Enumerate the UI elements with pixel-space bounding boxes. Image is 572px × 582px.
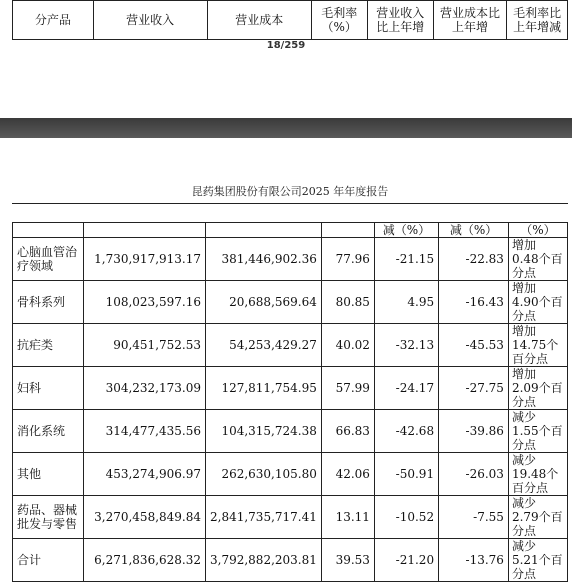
product-revenue-table: [12, 222, 568, 582]
cost-change-value: -27.75: [439, 367, 509, 410]
cost-change-value: -22.83: [439, 238, 509, 281]
product-name: 心脑血管治疗领域: [13, 238, 84, 281]
product-name: 其他: [13, 453, 84, 496]
revenue-change-value: 4.95: [374, 281, 438, 324]
cost-change-value: -26.03: [439, 453, 509, 496]
cost-change-value: -39.86: [439, 410, 509, 453]
table-row: [13, 410, 568, 453]
header-margin-change: 毛利率比上年增减: [507, 1, 568, 40]
table-row: [13, 367, 568, 410]
margin-value: 39.53: [321, 539, 374, 582]
table-row: [13, 324, 568, 367]
product-name: 骨科系列: [13, 281, 84, 324]
table-row: [13, 453, 568, 496]
cost-value: 127,811,754.95: [206, 367, 322, 410]
cost-change-value: -7.55: [439, 496, 509, 539]
margin-change-value: 增加 2.09个百分点: [508, 367, 567, 410]
margin-value: 66.83: [321, 410, 374, 453]
table-row: [13, 238, 568, 281]
table-row: [13, 281, 568, 324]
revenue-change-value: -10.52: [374, 496, 438, 539]
margin-value: 80.85: [321, 281, 374, 324]
revenue-value: 3,270,458,849.84: [84, 496, 206, 539]
cont-header-revenue-change: 减（%）: [374, 223, 438, 238]
header-product: 分产品: [13, 1, 94, 40]
cost-change-value: -16.43: [439, 281, 509, 324]
revenue-value: 304,232,173.09: [84, 367, 206, 410]
product-name: 合计: [13, 539, 84, 582]
revenue-change-value: -42.68: [374, 410, 438, 453]
header-cost-change: 营业成本比上年增: [433, 1, 506, 40]
cont-header-cost-change: 减（%）: [439, 223, 509, 238]
margin-value: 40.02: [321, 324, 374, 367]
revenue-value: 453,274,906.97: [84, 453, 206, 496]
table-row: [13, 496, 568, 539]
revenue-value: 1,730,917,913.17: [84, 238, 206, 281]
continued-header-row: [13, 223, 568, 238]
product-name: 消化系统: [13, 410, 84, 453]
revenue-value: 314,477,435.56: [84, 410, 206, 453]
revenue-change-value: -24.17: [374, 367, 438, 410]
document-header: 昆药集团股份有限公司2025 年年度报告: [12, 183, 568, 204]
margin-change-value: 增加 14.75个百分点: [508, 324, 567, 367]
cost-change-value: -13.76: [439, 539, 509, 582]
revenue-change-value: -50.91: [374, 453, 438, 496]
cont-header-cell: [13, 223, 84, 238]
margin-change-value: 减少 2.79个百分点: [508, 496, 567, 539]
table-row-total: [13, 539, 568, 582]
header-revenue: 营业收入: [93, 1, 207, 40]
cost-value: 2,841,735,717.41: [206, 496, 322, 539]
product-name: 妇科: [13, 367, 84, 410]
cost-value: 54,253,429.27: [206, 324, 322, 367]
cost-value: 381,446,902.36: [206, 238, 322, 281]
revenue-change-value: -32.13: [374, 324, 438, 367]
cont-header-cell: [206, 223, 322, 238]
cont-header-cell: [84, 223, 206, 238]
header-margin: 毛利率（%）: [311, 1, 367, 40]
margin-value: 42.06: [321, 453, 374, 496]
product-name: 抗疟类: [13, 324, 84, 367]
cont-header-margin-change: （%）: [508, 223, 567, 238]
margin-change-value: 增加 4.90个百分点: [508, 281, 567, 324]
cost-value: 20,688,569.64: [206, 281, 322, 324]
revenue-value: 6,271,836,628.32: [84, 539, 206, 582]
page-divider: [0, 118, 572, 138]
product-name: 药品、器械批发与零售: [13, 496, 84, 539]
margin-value: 77.96: [321, 238, 374, 281]
margin-change-value: 减少 5.21个百分点: [508, 539, 567, 582]
page-number: 18/259: [266, 40, 306, 51]
margin-change-value: 减少 1.55个百分点: [508, 410, 567, 453]
cost-change-value: -45.53: [439, 324, 509, 367]
margin-change-value: 减少 19.48个百分点: [508, 453, 567, 496]
margin-value: 57.99: [321, 367, 374, 410]
cost-value: 262,630,105.80: [206, 453, 322, 496]
table-header-fragment: [12, 0, 568, 40]
revenue-change-value: -21.20: [374, 539, 438, 582]
revenue-change-value: -21.15: [374, 238, 438, 281]
cost-value: 104,315,724.38: [206, 410, 322, 453]
revenue-value: 108,023,597.16: [84, 281, 206, 324]
revenue-value: 90,451,752.53: [84, 324, 206, 367]
header-row: [13, 1, 568, 40]
header-cost: 营业成本: [207, 1, 311, 40]
margin-change-value: 增加 0.48个百分点: [508, 238, 567, 281]
margin-value: 13.11: [321, 496, 374, 539]
header-revenue-change: 营业收入比上年增: [367, 1, 433, 40]
cont-header-cell: [321, 223, 374, 238]
cost-value: 3,792,882,203.81: [206, 539, 322, 582]
